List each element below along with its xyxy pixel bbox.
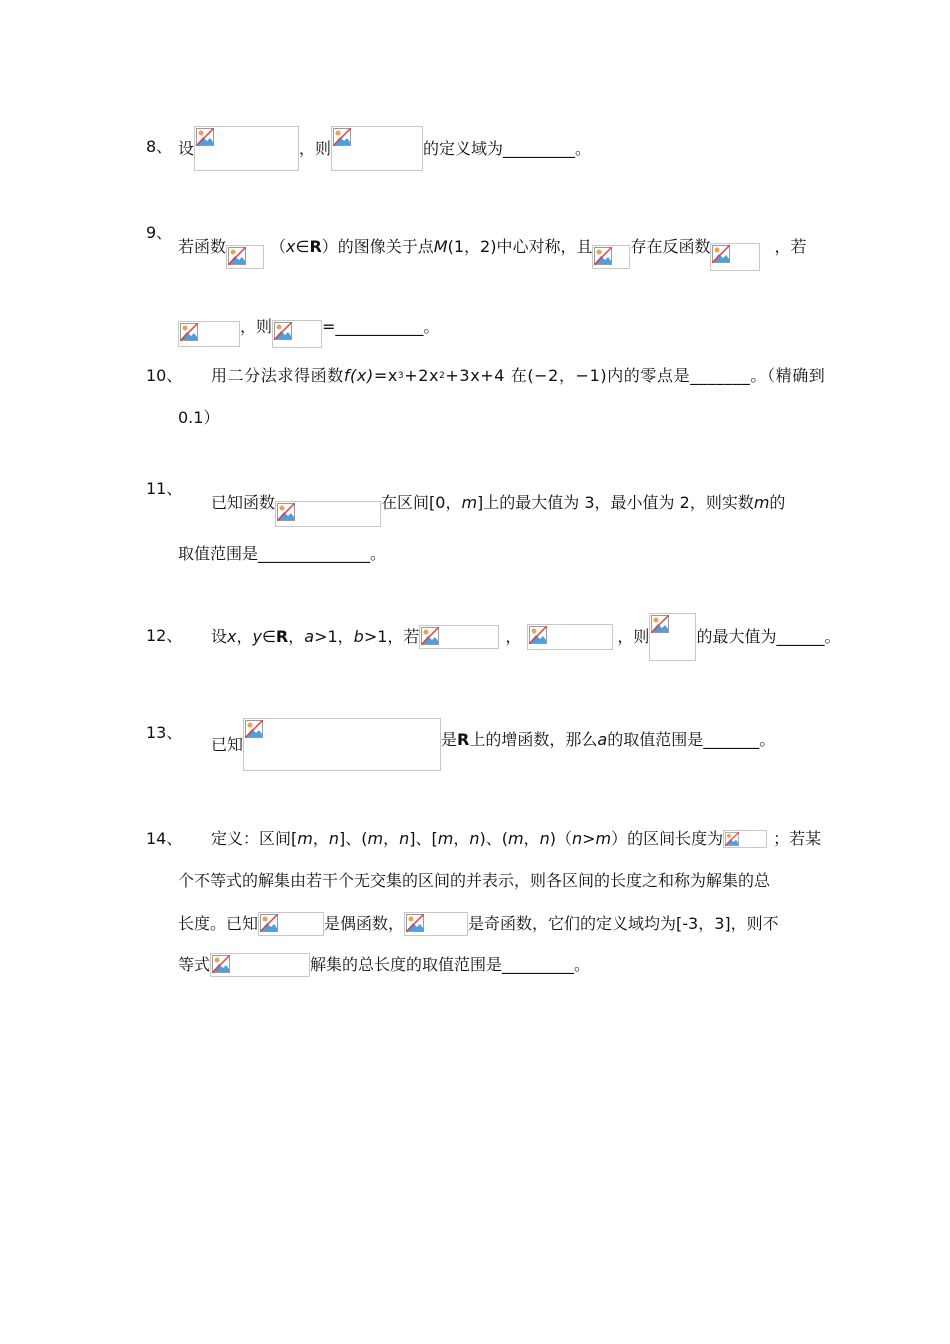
q11-line2 [178, 544, 386, 564]
q14-text: )（ [549, 829, 572, 848]
q14-text: ， [312, 829, 329, 848]
q14-text: 长度。已知 [178, 914, 259, 933]
q14-text: ]、[ [409, 829, 438, 848]
q12-var: b [353, 627, 364, 646]
q11-text: 在区间[0， [381, 493, 462, 512]
q14-text: 是偶函数， [324, 914, 405, 933]
broken-image-icon [649, 613, 696, 661]
q9-set: R [309, 237, 322, 256]
q8-text: 的定义域为_________。 [423, 138, 592, 158]
q10-text: 用二分法求得函数 [211, 366, 344, 385]
q11-number: 11、 [146, 479, 183, 498]
q12-var: x [227, 627, 237, 646]
q9-var: x [286, 237, 296, 256]
q9-text: （ [270, 237, 287, 256]
q14-text: ；若某 [773, 829, 822, 848]
q12-text: ，则 [617, 627, 650, 646]
q8-text: 设 [178, 138, 195, 158]
q14-text: )、( [479, 829, 508, 848]
q10-func: f(x) [343, 366, 374, 385]
broken-image-icon [710, 243, 760, 271]
q12-set: R [275, 627, 289, 646]
q14-var: n [539, 829, 550, 848]
broken-image-icon [419, 625, 499, 649]
q13-var: a [597, 729, 608, 749]
q14-text: 是奇函数，它们的定义域均为[-3，3]，则不 [468, 914, 779, 933]
q10-text: +3x+4 在(−2，−1)内的零点是_______。（精确到 [445, 366, 826, 385]
q9-line1 [178, 223, 806, 271]
q13-line [211, 718, 775, 771]
q9-line2 [178, 306, 439, 348]
q14-text: ， [383, 829, 400, 848]
q14-text: 定义：区间[ [211, 829, 298, 848]
q12-text: ， [288, 627, 305, 646]
q12-text: 设 [211, 627, 228, 646]
q9-text: ，若 [774, 237, 807, 256]
q14-text: 解集的总长度的取值范围是_________。 [310, 955, 591, 974]
q12-text: ∈ [261, 627, 276, 646]
q8-number: 8、 [146, 137, 173, 156]
q9-var: M [433, 237, 448, 256]
broken-image-icon [527, 624, 613, 650]
q12-var: y [252, 627, 262, 646]
q14-text: ， [523, 829, 540, 848]
broken-image-icon [592, 245, 630, 269]
q10-text: 0.1） [178, 408, 220, 427]
q11-text: 的 [769, 493, 786, 512]
q14-var: m [595, 829, 612, 848]
q14-var: n [469, 829, 480, 848]
q12-text: 的最大值为______。 [696, 627, 841, 646]
q14-text: 等式 [178, 955, 211, 974]
q8-text: ，则 [299, 138, 332, 158]
q9-number: 9、 [146, 223, 173, 242]
broken-image-icon [723, 830, 767, 848]
q10-line1: 用二分法求得函数 f(x) =x 3 +2x 2 +3x+4 在(−2，−1)内的零点是_______。（精确到 [211, 366, 826, 385]
q12-text: ， [505, 627, 522, 646]
q9-text: ，则 [240, 317, 273, 336]
q10-text: =x [373, 366, 398, 385]
broken-image-icon [275, 501, 381, 527]
broken-image-icon [178, 321, 240, 347]
q9-text: =___________。 [322, 317, 440, 336]
q9-text: 若函数 [178, 237, 227, 256]
q8-line [178, 126, 591, 171]
q14-line4 [178, 953, 590, 977]
q14-text: ）的区间长度为 [611, 829, 724, 848]
q10-line2 [178, 408, 219, 428]
q13-set: R [457, 729, 470, 749]
q14-text: > [582, 829, 596, 848]
broken-image-icon [210, 953, 310, 977]
q12-line [211, 613, 840, 661]
q12-text: >1， [314, 627, 354, 646]
broken-image-icon [226, 245, 264, 269]
q14-line1 [211, 829, 821, 849]
q11-line1 [211, 479, 785, 527]
q9-text: ∈ [295, 237, 310, 256]
q12-var: a [304, 627, 315, 646]
q14-line2 [178, 871, 770, 891]
q11-text: ]上的最大值为 3，最小值为 2，则实数 [477, 493, 754, 512]
q13-text: 上的增函数，那么 [469, 729, 598, 749]
q13-text: 已知 [211, 734, 244, 754]
q14-var: m [297, 829, 313, 848]
q14-var: n [328, 829, 339, 848]
q14-text: 个不等式的解集由若干个无交集的区间的并表示，则各区间的长度之和称为解集的总 [178, 871, 771, 890]
q11-text: 已知函数 [211, 493, 276, 512]
q12-text: ， [236, 627, 253, 646]
q14-var: m [367, 829, 384, 848]
broken-image-icon [331, 126, 423, 171]
broken-image-icon [272, 320, 322, 348]
q14-var: m [437, 829, 454, 848]
q11-text: 取值范围是______________。 [178, 544, 387, 563]
q11-var: m [461, 493, 478, 512]
broken-image-icon [194, 126, 299, 171]
q14-text: ]、( [339, 829, 368, 848]
q14-text: ， [453, 829, 470, 848]
q11-var: m [753, 493, 770, 512]
q14-number: 14、 [146, 829, 183, 848]
q13-text: 的取值范围是_______。 [607, 729, 776, 749]
q13-number: 13、 [146, 723, 183, 742]
q9-text: 存在反函数 [630, 237, 711, 256]
q14-line3 [178, 912, 779, 936]
q12-number: 12、 [146, 626, 183, 645]
q12-text: >1，若 [363, 627, 420, 646]
broken-image-icon [243, 718, 441, 771]
q10-number: 10、 [146, 366, 183, 385]
q14-var: n [572, 829, 583, 848]
q13-text: 是 [441, 729, 458, 749]
broken-image-icon [258, 912, 324, 936]
q9-text: (1，2)中心对称，且 [447, 237, 593, 256]
q14-var: n [399, 829, 410, 848]
q9-text: ）的图像关于点 [321, 237, 434, 256]
broken-image-icon [404, 912, 468, 936]
q10-text: +2x [404, 366, 440, 385]
q14-var: m [508, 829, 524, 848]
